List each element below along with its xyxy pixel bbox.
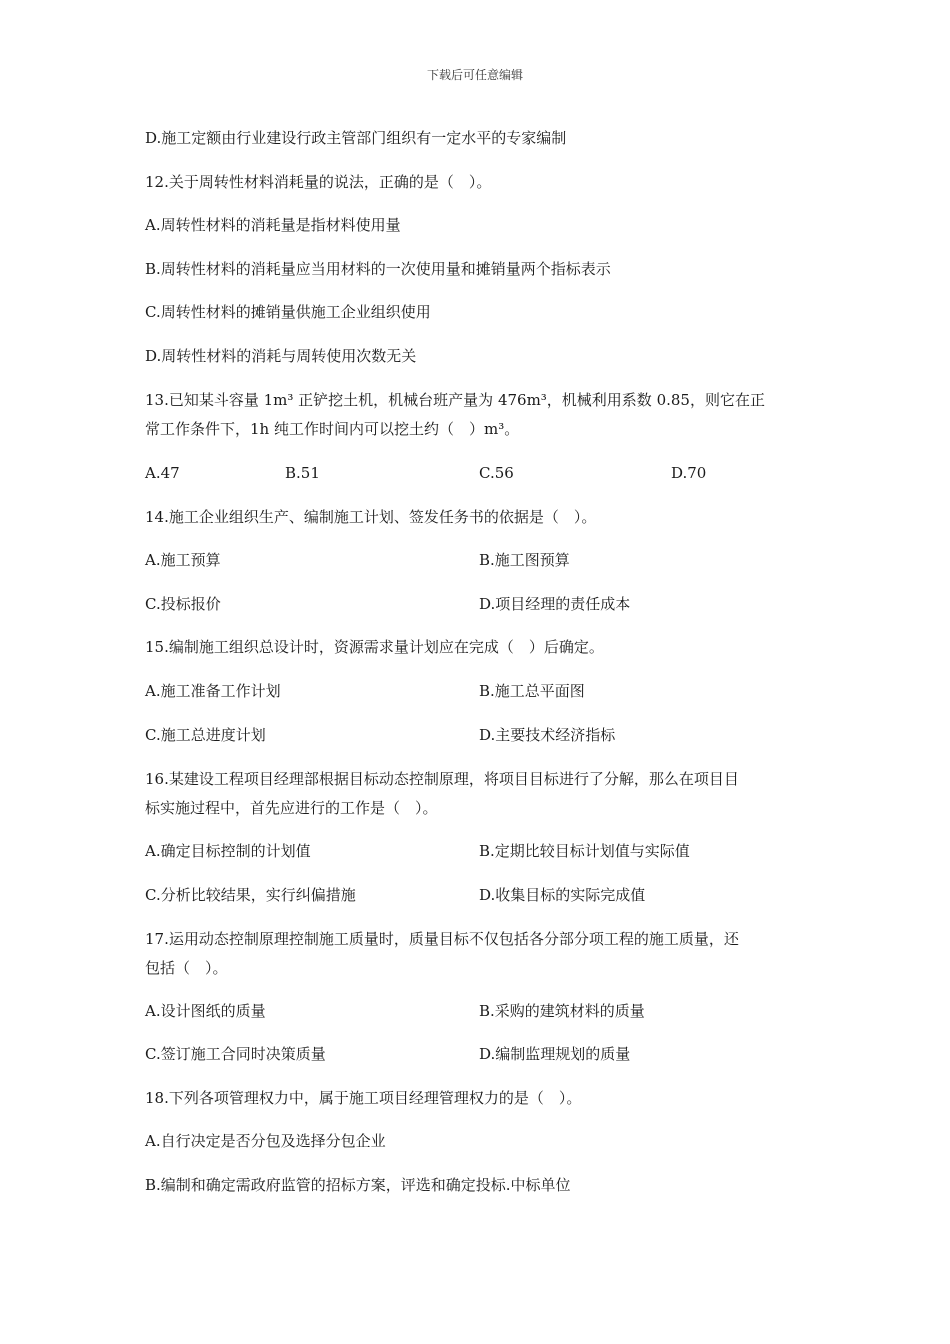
question-12: 12.关于周转性材料消耗量的说法，正确的是（ ）。 [145,173,492,191]
q12-option-c: C.周转性材料的摊销量供施工企业组织使用 [145,303,431,321]
question-18: 18.下列各项管理权力中，属于施工项目经理管理权力的是（ ）。 [145,1089,582,1107]
q13-option-c: C.56 [479,464,514,482]
q17-option-c: C.签订施工合同时决策质量 [145,1045,326,1063]
q17-option-b: B.采购的建筑材料的质量 [479,1002,645,1020]
question-17-line-1: 17.运用动态控制原理控制施工质量时，质量目标不仅包括各分部分项工程的施工质量，还 [145,930,739,948]
question-15: 15.编制施工组织总设计时，资源需求量计划应在完成（ ）后确定。 [145,638,604,656]
q14-option-a: A.施工预算 [145,551,221,569]
q12-option-d: D.周转性材料的消耗与周转使用次数无关 [145,347,417,365]
q14-option-c: C.投标报价 [145,595,221,613]
q16-option-d: D.收集目标的实际完成值 [479,886,646,904]
question-14: 14.施工企业组织生产、编制施工计划、签发任务书的依据是（ ）。 [145,508,597,526]
q15-option-d: D.主要技术经济指标 [479,726,616,744]
q15-option-c: C.施工总进度计划 [145,726,266,744]
q17-option-d: D.编制监理规划的质量 [479,1045,631,1063]
question-16-line-2: 标实施过程中，首先应进行的工作是（ ）。 [145,799,438,817]
option-d-previous: D.施工定额由行业建设行政主管部门组织有一定水平的专家编制 [145,129,567,147]
q13-option-a: A.47 [145,464,180,482]
q15-option-b: B.施工总平面图 [479,682,585,700]
question-13-line-2: 常工作条件下，1h 纯工作时间内可以挖土约（ ）m³。 [145,420,520,438]
q16-option-b: B.定期比较目标计划值与实际值 [479,842,690,860]
page-header: 下载后可任意编辑 [426,68,523,82]
q18-option-a: A.自行决定是否分包及选择分包企业 [145,1132,386,1150]
q14-option-d: D.项目经理的责任成本 [479,595,631,613]
q13-option-b: B.51 [285,464,320,482]
q12-option-a: A.周转性材料的消耗量是指材料使用量 [145,216,401,234]
q14-option-b: B.施工图预算 [479,551,570,569]
q16-option-a: A.确定目标控制的计划值 [145,842,311,860]
q17-option-a: A.设计图纸的质量 [145,1002,266,1020]
question-17-line-2: 包括（ ）。 [145,959,228,977]
q15-option-a: A.施工准备工作计划 [145,682,281,700]
q12-option-b: B.周转性材料的消耗量应当用材料的一次使用量和摊销量两个指标表示 [145,260,611,278]
q13-option-d: D.70 [671,464,707,482]
q16-option-c: C.分析比较结果，实行纠偏措施 [145,886,356,904]
question-13-line-1: 13.已知某斗容量 1m³ 正铲挖土机，机械台班产量为 476m³，机械利用系数 0.85，则它在正 [145,391,765,409]
q18-option-b: B.编制和确定需政府监管的招标方案，评选和确定投标.中标单位 [145,1176,571,1194]
question-16-line-1: 16.某建设工程项目经理部根据目标动态控制原理，将项目目标进行了分解，那么在项目目 [145,770,739,788]
